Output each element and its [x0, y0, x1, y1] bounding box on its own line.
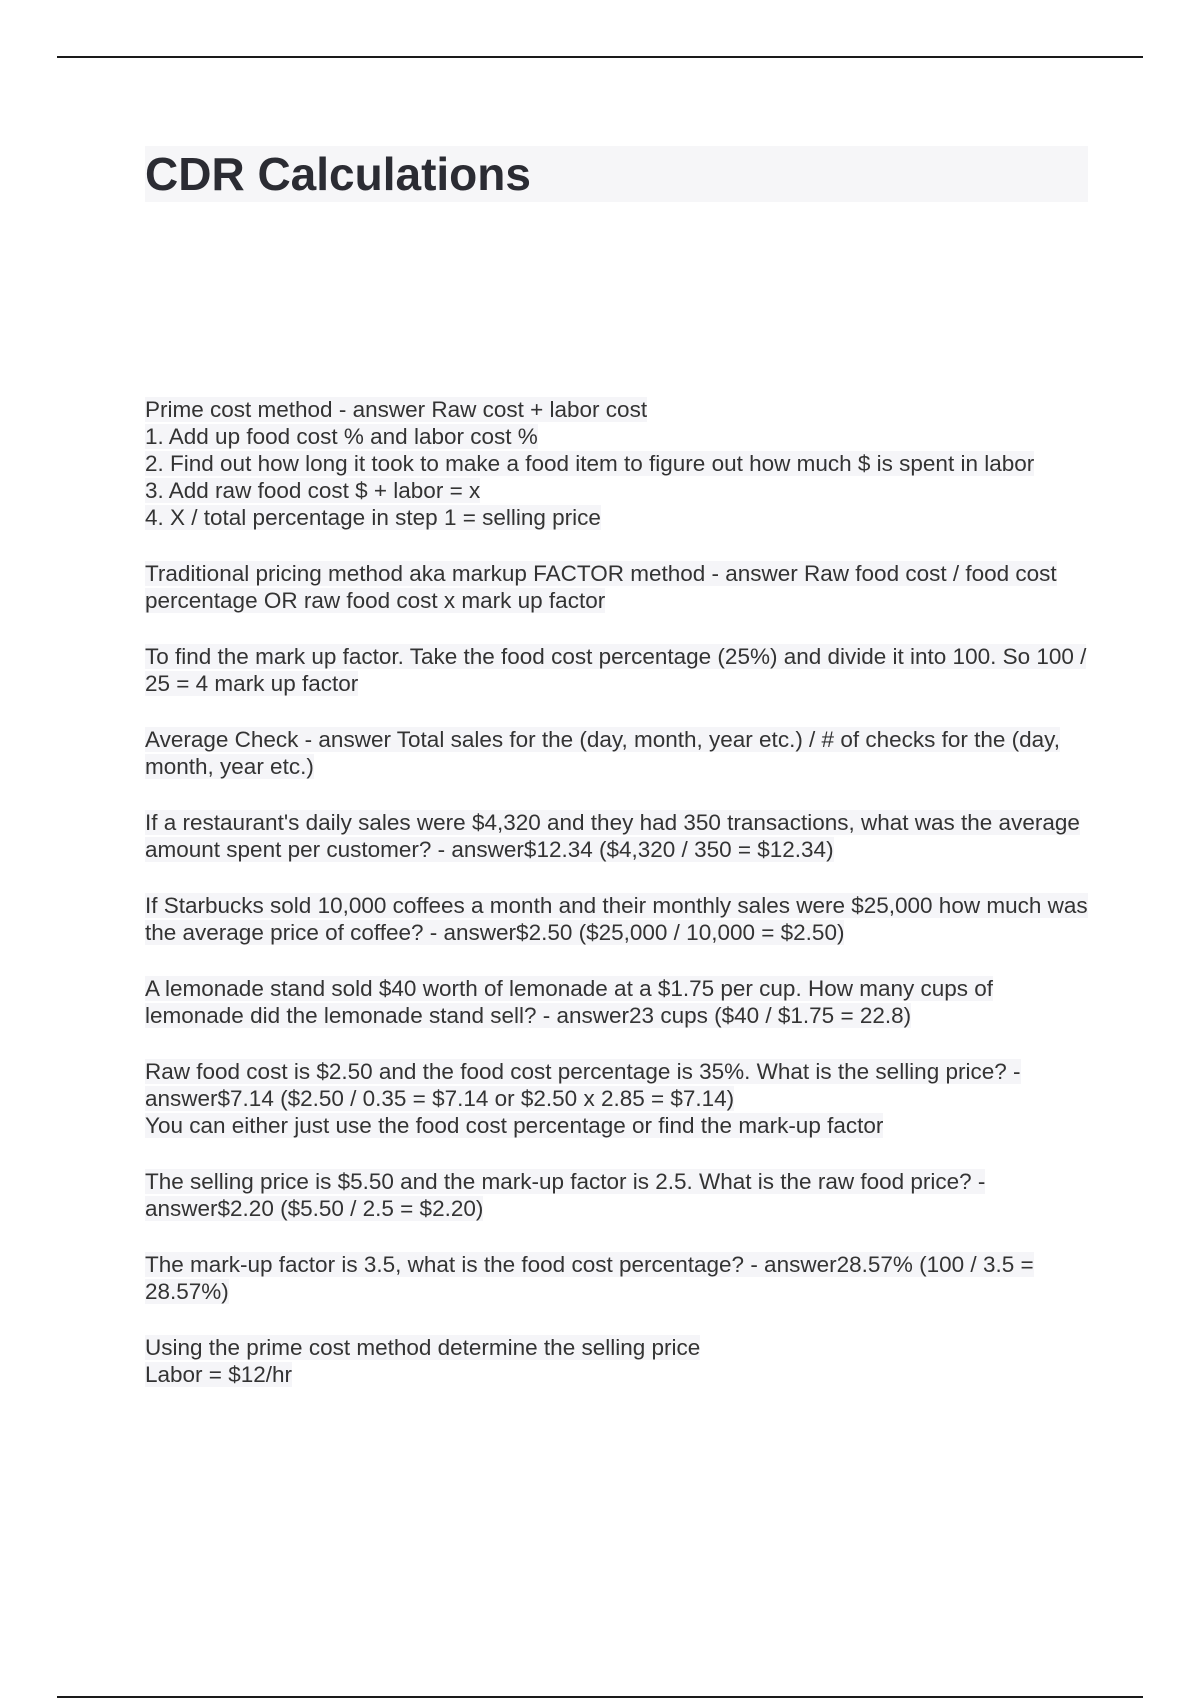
text-line: 1. Add up food cost % and labor cost % — [145, 424, 538, 449]
text-line: If a restaurant's daily sales were $4,320 and they had 350 transactions, what was the average amount spent per customer? - answer$12.34 ($4,320 / 350 = $12.34) — [145, 810, 1080, 862]
text-line: Prime cost method - answer Raw cost + labor cost — [145, 397, 648, 422]
qa-block-food-cost-percentage — [145, 1251, 1095, 1305]
text-line: If Starbucks sold 10,000 coffees a month and their monthly sales were $25,000 how much was the average price of coffee? - answer$2.50 ($25,000 / 10,000 = $2.50) — [145, 893, 1088, 945]
qa-block-raw-food-price — [145, 1168, 1095, 1222]
text-line: The mark-up factor is 3.5, what is the food cost percentage? - answer28.57% (100 / 3.5 = 28.57%) — [145, 1252, 1034, 1304]
text-line: 3. Add raw food cost $ + labor = x — [145, 478, 481, 503]
text-line: 2. Find out how long it took to make a food item to figure out how much $ is spent in labor — [145, 451, 1035, 476]
text-line: You can either just use the food cost percentage or find the mark-up factor — [145, 1113, 884, 1138]
bottom-rule — [57, 1696, 1143, 1698]
text-line: Raw food cost is $2.50 and the food cost percentage is 35%. What is the selling price? - answer$7.14 ($2.50 / 0.35 = $7.14 or $2.50 x 2.85 = $7.14) — [145, 1059, 1021, 1111]
text-line: The selling price is $5.50 and the mark-up factor is 2.5. What is the raw food price? - answer$2.20 ($5.50 / 2.5 = $2.20) — [145, 1169, 986, 1221]
text-line: A lemonade stand sold $40 worth of lemonade at a $1.75 per cup. How many cups of lemonade did the lemonade stand sell? - answer23 cups ($40 / $1.75 = 22.8) — [145, 976, 994, 1028]
qa-block-average-check — [145, 726, 1095, 780]
qa-block-markup-factor — [145, 643, 1095, 697]
text-line: Average Check - answer Total sales for the (day, month, year etc.) / # of checks for the (day, month, year etc.) — [145, 727, 1061, 779]
top-rule — [57, 56, 1143, 58]
qa-block-prime-cost-selling-price — [145, 1334, 1095, 1388]
text-line: Labor = $12/hr — [145, 1362, 292, 1387]
text-line: 4. X / total percentage in step 1 = selling price — [145, 505, 601, 530]
qa-block-lemonade — [145, 975, 1095, 1029]
document-body — [145, 396, 1095, 1417]
qa-block-selling-price — [145, 1058, 1095, 1139]
text-line: To find the mark up factor. Take the food cost percentage (25%) and divide it into 100. So 100 / 25 = 4 mark up factor — [145, 644, 1087, 696]
text-line: Traditional pricing method aka markup FACTOR method - answer Raw food cost / food cost percentage OR raw food cost x mark up factor — [145, 561, 1057, 613]
qa-block-restaurant-sales — [145, 809, 1095, 863]
text-line: Using the prime cost method determine the selling price — [145, 1335, 701, 1360]
qa-block-prime-cost — [145, 396, 1095, 531]
qa-block-starbucks — [145, 892, 1095, 946]
document-title: CDR Calculations — [145, 148, 531, 200]
qa-block-traditional-pricing — [145, 560, 1095, 614]
